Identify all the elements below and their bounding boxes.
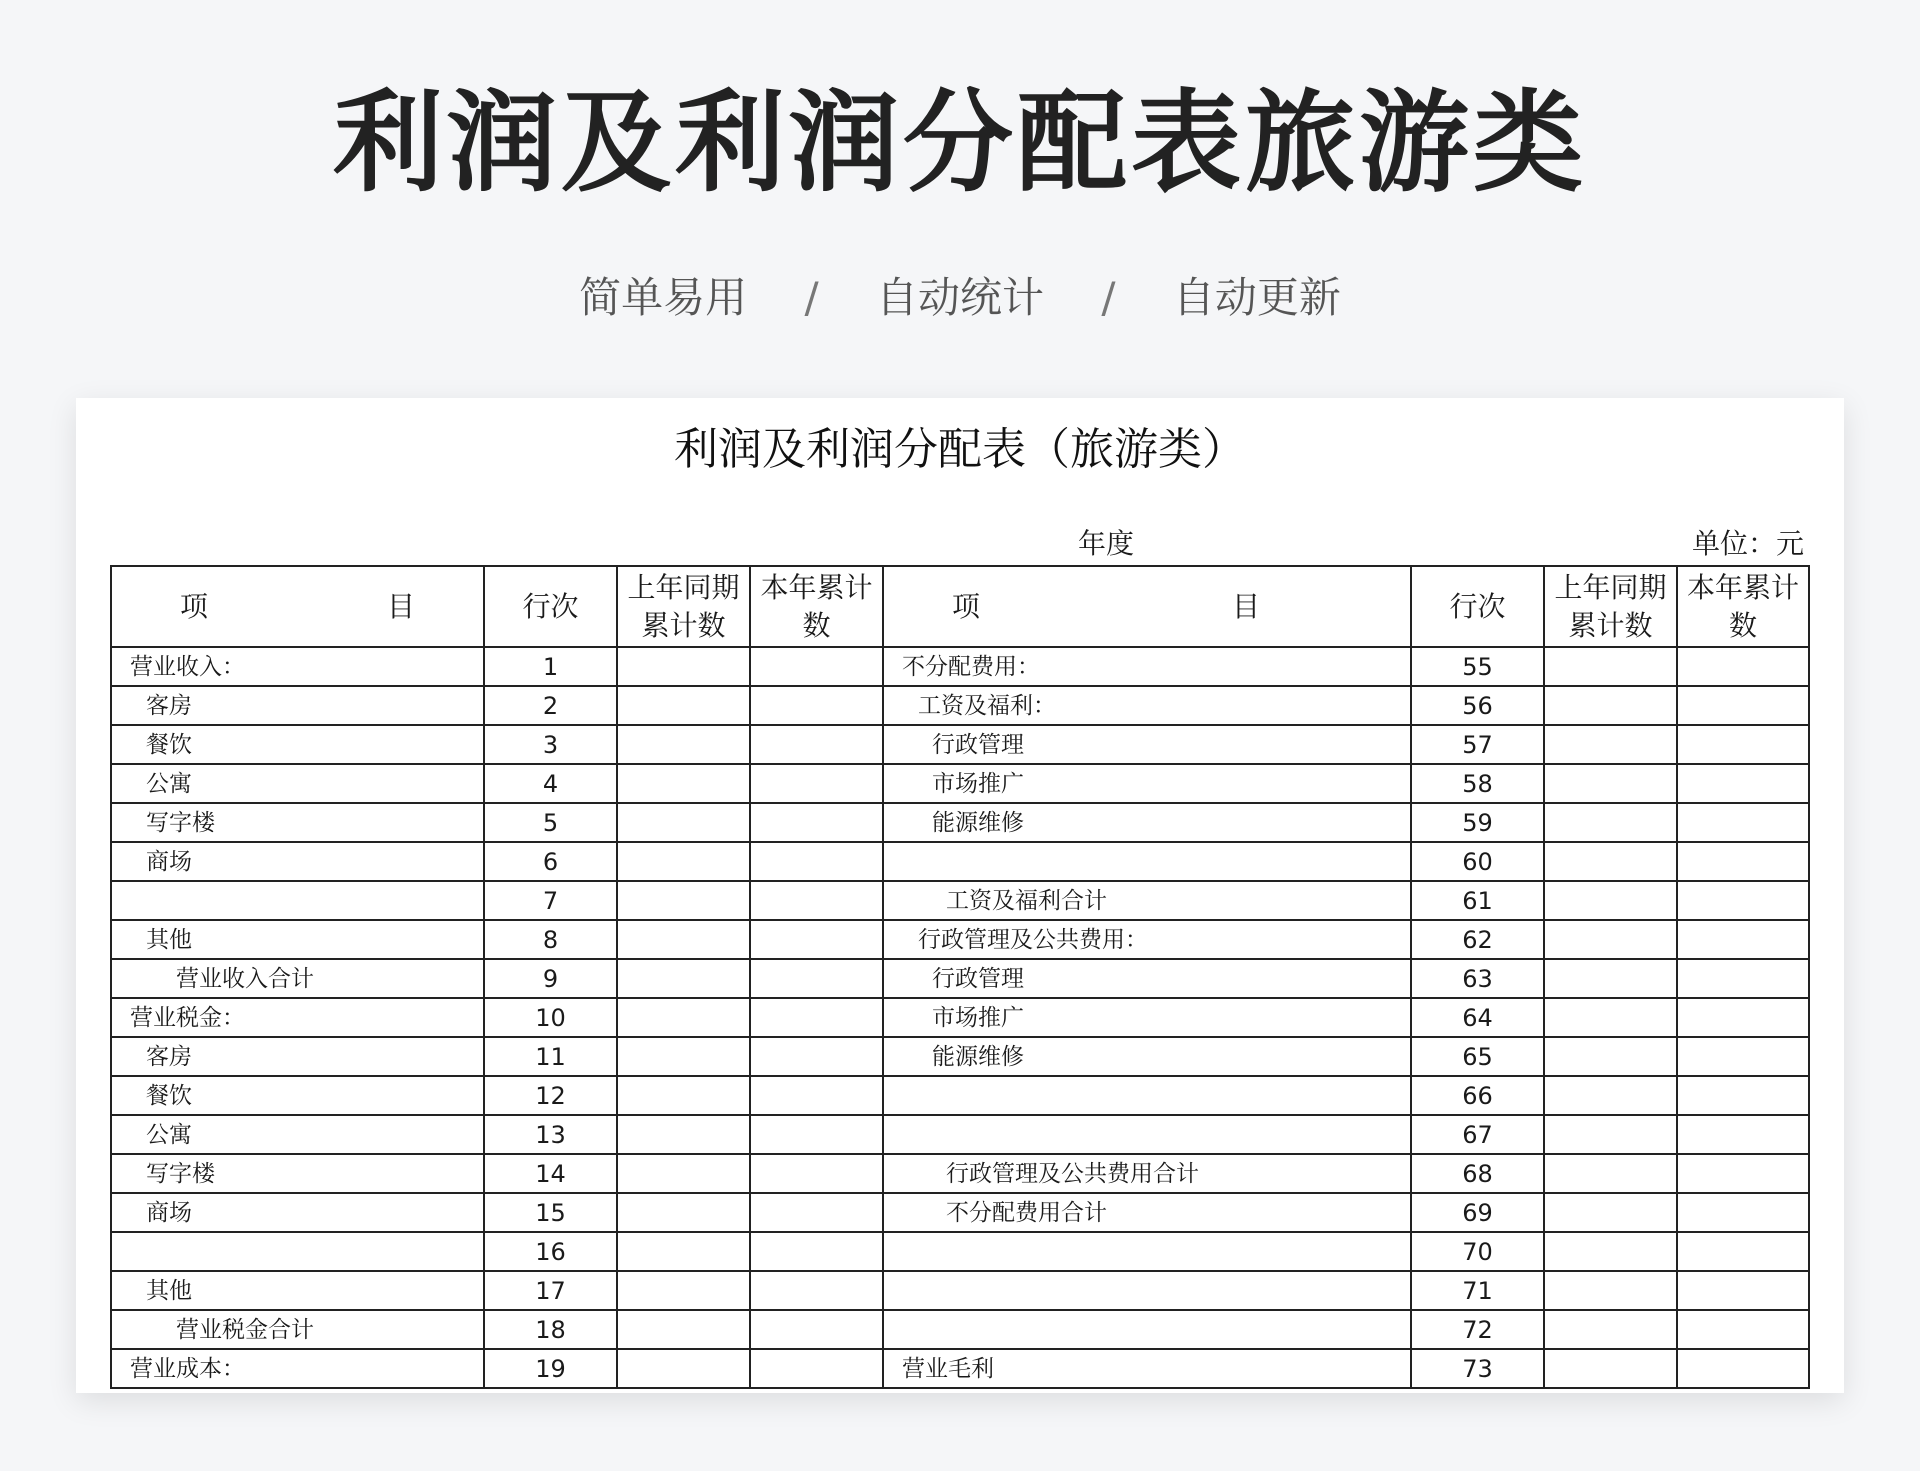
- left-line-no-cell: 14: [484, 1154, 617, 1193]
- left-line-no-cell: 16: [484, 1232, 617, 1271]
- left-this-year-cell[interactable]: [750, 1310, 883, 1349]
- right-prev-year-cell[interactable]: [1544, 686, 1677, 725]
- right-prev-year-cell[interactable]: [1544, 920, 1677, 959]
- left-line-no-cell: 7: [484, 881, 617, 920]
- right-prev-year-cell[interactable]: [1544, 959, 1677, 998]
- right-this-year-cell[interactable]: [1677, 1115, 1809, 1154]
- left-line-no-cell: 1: [484, 647, 617, 686]
- left-this-year-cell[interactable]: [750, 803, 883, 842]
- profit-table: [110, 565, 1810, 1389]
- left-this-year-cell[interactable]: [750, 1037, 883, 1076]
- left-item-cell: 公寓: [111, 1115, 484, 1154]
- left-item-cell: 营业税金：: [111, 998, 484, 1037]
- header-line-no: 行次: [1411, 566, 1544, 647]
- left-prev-year-cell[interactable]: [617, 803, 750, 842]
- right-this-year-cell[interactable]: [1677, 998, 1809, 1037]
- left-prev-year-cell[interactable]: [617, 920, 750, 959]
- left-prev-year-cell[interactable]: [617, 1154, 750, 1193]
- left-this-year-cell[interactable]: [750, 1349, 883, 1388]
- table-row: [111, 920, 1809, 959]
- right-item-cell: 工资及福利合计: [883, 881, 1411, 920]
- right-this-year-cell[interactable]: [1677, 1076, 1809, 1115]
- left-this-year-cell[interactable]: [750, 842, 883, 881]
- right-this-year-cell[interactable]: [1677, 1271, 1809, 1310]
- right-item-cell: [883, 1232, 1411, 1271]
- left-line-no-cell: 8: [484, 920, 617, 959]
- table-row: [111, 764, 1809, 803]
- left-item-cell: 营业成本：: [111, 1349, 484, 1388]
- left-this-year-cell[interactable]: [750, 998, 883, 1037]
- right-prev-year-cell[interactable]: [1544, 1076, 1677, 1115]
- left-prev-year-cell[interactable]: [617, 1115, 750, 1154]
- left-prev-year-cell[interactable]: [617, 1310, 750, 1349]
- right-item-cell: 市场推广: [883, 764, 1411, 803]
- left-prev-year-cell[interactable]: [617, 686, 750, 725]
- right-line-no-cell: 55: [1411, 647, 1544, 686]
- right-prev-year-cell[interactable]: [1544, 1037, 1677, 1076]
- right-line-no-cell: 68: [1411, 1154, 1544, 1193]
- feature-separator: /: [1101, 273, 1116, 322]
- left-this-year-cell[interactable]: [750, 1193, 883, 1232]
- year-label: 年度: [1077, 527, 1134, 560]
- sheet-title: 利润及利润分配表（旅游类）: [674, 424, 1246, 475]
- right-line-no-cell: 64: [1411, 998, 1544, 1037]
- left-this-year-cell[interactable]: [750, 1076, 883, 1115]
- right-line-no-cell: 67: [1411, 1115, 1544, 1154]
- table-header-row: [111, 566, 1809, 647]
- right-prev-year-cell[interactable]: [1544, 764, 1677, 803]
- feature-auto-update: 自动更新: [1172, 273, 1341, 322]
- header-item-char: 项: [952, 589, 981, 623]
- left-item-cell: 写字楼: [111, 803, 484, 842]
- right-this-year-cell[interactable]: [1677, 1154, 1809, 1193]
- right-this-year-cell[interactable]: [1677, 959, 1809, 998]
- feature-separator: /: [804, 273, 819, 322]
- right-line-no-cell: 56: [1411, 686, 1544, 725]
- left-item-cell: 其他: [111, 1271, 484, 1310]
- table-row: [111, 1076, 1809, 1115]
- unit-label: 单位：元: [1691, 527, 1804, 560]
- right-item-cell: [883, 842, 1411, 881]
- right-item-cell: 市场推广: [883, 998, 1411, 1037]
- right-line-no-cell: 62: [1411, 920, 1544, 959]
- left-item-cell: 营业收入合计: [111, 959, 484, 998]
- right-this-year-cell[interactable]: [1677, 647, 1809, 686]
- right-this-year-cell[interactable]: [1677, 920, 1809, 959]
- right-prev-year-cell[interactable]: [1544, 998, 1677, 1037]
- header-this-year: 本年累计数: [750, 566, 883, 647]
- left-prev-year-cell[interactable]: [617, 1037, 750, 1076]
- right-item-cell: [883, 1115, 1411, 1154]
- left-item-cell: 营业税金合计: [111, 1310, 484, 1349]
- left-line-no-cell: 6: [484, 842, 617, 881]
- left-this-year-cell[interactable]: [750, 725, 883, 764]
- table-row: [111, 1115, 1809, 1154]
- left-prev-year-cell[interactable]: [617, 998, 750, 1037]
- right-line-no-cell: 61: [1411, 881, 1544, 920]
- left-line-no-cell: 9: [484, 959, 617, 998]
- left-line-no-cell: 3: [484, 725, 617, 764]
- right-prev-year-cell[interactable]: [1544, 1271, 1677, 1310]
- left-prev-year-cell[interactable]: [617, 647, 750, 686]
- left-line-no-cell: 15: [484, 1193, 617, 1232]
- left-this-year-cell[interactable]: [750, 1232, 883, 1271]
- feature-list: [0, 268, 1920, 328]
- left-this-year-cell[interactable]: [750, 647, 883, 686]
- right-line-no-cell: 69: [1411, 1193, 1544, 1232]
- left-line-no-cell: 11: [484, 1037, 617, 1076]
- right-line-no-cell: 66: [1411, 1076, 1544, 1115]
- right-item-cell: [883, 1076, 1411, 1115]
- right-item-cell: 行政管理及公共费用：: [883, 920, 1411, 959]
- right-line-no-cell: 60: [1411, 842, 1544, 881]
- table-row: [111, 725, 1809, 764]
- right-prev-year-cell[interactable]: [1544, 725, 1677, 764]
- right-this-year-cell[interactable]: [1677, 764, 1809, 803]
- left-item-cell: 营业收入：: [111, 647, 484, 686]
- hero-title: 利润及利润分配表旅游类: [333, 79, 1587, 207]
- header-prev-year: 上年同期累计数: [1544, 566, 1677, 647]
- left-this-year-cell[interactable]: [750, 959, 883, 998]
- left-prev-year-cell[interactable]: [617, 1349, 750, 1388]
- right-this-year-cell[interactable]: [1677, 1349, 1809, 1388]
- right-line-no-cell: 59: [1411, 803, 1544, 842]
- feature-easy: 简单易用: [579, 273, 748, 322]
- right-prev-year-cell[interactable]: [1544, 647, 1677, 686]
- table-row: [111, 1154, 1809, 1193]
- right-prev-year-cell[interactable]: [1544, 1154, 1677, 1193]
- left-item-cell: 商场: [111, 1193, 484, 1232]
- table-row: [111, 803, 1809, 842]
- right-item-cell: 行政管理: [883, 725, 1411, 764]
- left-line-no-cell: 17: [484, 1271, 617, 1310]
- right-line-no-cell: 73: [1411, 1349, 1544, 1388]
- left-this-year-cell[interactable]: [750, 1154, 883, 1193]
- left-item-cell: 餐饮: [111, 725, 484, 764]
- table-row: [111, 1310, 1809, 1349]
- left-line-no-cell: 13: [484, 1115, 617, 1154]
- right-item-cell: 能源维修: [883, 803, 1411, 842]
- right-this-year-cell[interactable]: [1677, 842, 1809, 881]
- right-this-year-cell[interactable]: [1677, 881, 1809, 920]
- left-item-cell: 写字楼: [111, 1154, 484, 1193]
- table-row: [111, 842, 1809, 881]
- left-this-year-cell[interactable]: [750, 920, 883, 959]
- right-item-cell: 行政管理: [883, 959, 1411, 998]
- table-row: [111, 959, 1809, 998]
- right-this-year-cell[interactable]: [1677, 1232, 1809, 1271]
- table-row: [111, 1232, 1809, 1271]
- table-row: [111, 1193, 1809, 1232]
- left-this-year-cell[interactable]: [750, 1115, 883, 1154]
- table-row: [111, 998, 1809, 1037]
- right-item-cell: 工资及福利：: [883, 686, 1411, 725]
- left-prev-year-cell[interactable]: [617, 1271, 750, 1310]
- left-this-year-cell[interactable]: [750, 764, 883, 803]
- table-row: [111, 686, 1809, 725]
- right-this-year-cell[interactable]: [1677, 1037, 1809, 1076]
- right-item-cell: [883, 1271, 1411, 1310]
- right-line-no-cell: 58: [1411, 764, 1544, 803]
- right-prev-year-cell[interactable]: [1544, 1349, 1677, 1388]
- left-prev-year-cell[interactable]: [617, 842, 750, 881]
- right-item-cell: [883, 1310, 1411, 1349]
- left-prev-year-cell[interactable]: [617, 959, 750, 998]
- left-item-cell: 餐饮: [111, 1076, 484, 1115]
- left-item-cell: 客房: [111, 686, 484, 725]
- right-line-no-cell: 57: [1411, 725, 1544, 764]
- right-prev-year-cell[interactable]: [1544, 803, 1677, 842]
- left-item-cell: [111, 881, 484, 920]
- header-prev-year: 上年同期累计数: [617, 566, 750, 647]
- right-prev-year-cell[interactable]: [1544, 881, 1677, 920]
- right-item-cell: 不分配费用合计: [883, 1193, 1411, 1232]
- header-item-left: [111, 566, 484, 647]
- header-item-right: [883, 566, 1411, 647]
- right-line-no-cell: 65: [1411, 1037, 1544, 1076]
- header-item-char: 项: [180, 589, 209, 623]
- right-this-year-cell[interactable]: [1677, 1310, 1809, 1349]
- table-row: [111, 1349, 1809, 1388]
- right-prev-year-cell[interactable]: [1544, 1115, 1677, 1154]
- left-prev-year-cell[interactable]: [617, 725, 750, 764]
- left-line-no-cell: 2: [484, 686, 617, 725]
- right-item-cell: 不分配费用：: [883, 647, 1411, 686]
- right-line-no-cell: 70: [1411, 1232, 1544, 1271]
- left-prev-year-cell[interactable]: [617, 1193, 750, 1232]
- left-line-no-cell: 10: [484, 998, 617, 1037]
- header-item-char: 目: [386, 589, 415, 623]
- right-prev-year-cell[interactable]: [1544, 1310, 1677, 1349]
- right-item-cell: 营业毛利: [883, 1349, 1411, 1388]
- left-this-year-cell[interactable]: [750, 881, 883, 920]
- left-prev-year-cell[interactable]: [617, 1232, 750, 1271]
- table-row: [111, 1271, 1809, 1310]
- left-line-no-cell: 18: [484, 1310, 617, 1349]
- right-this-year-cell[interactable]: [1677, 686, 1809, 725]
- left-item-cell: [111, 1232, 484, 1271]
- left-this-year-cell[interactable]: [750, 686, 883, 725]
- spreadsheet-preview: [76, 398, 1844, 1393]
- left-line-no-cell: 12: [484, 1076, 617, 1115]
- left-line-no-cell: 4: [484, 764, 617, 803]
- left-prev-year-cell[interactable]: [617, 1076, 750, 1115]
- header-item-char: 目: [1231, 589, 1260, 623]
- left-item-cell: 客房: [111, 1037, 484, 1076]
- right-this-year-cell[interactable]: [1677, 803, 1809, 842]
- right-line-no-cell: 63: [1411, 959, 1544, 998]
- right-this-year-cell[interactable]: [1677, 1193, 1809, 1232]
- table-row: [111, 881, 1809, 920]
- right-this-year-cell[interactable]: [1677, 725, 1809, 764]
- table-row: [111, 1037, 1809, 1076]
- left-item-cell: 其他: [111, 920, 484, 959]
- right-line-no-cell: 72: [1411, 1310, 1544, 1349]
- table-row: [111, 647, 1809, 686]
- header-line-no: 行次: [484, 566, 617, 647]
- header-this-year: 本年累计数: [1677, 566, 1809, 647]
- right-prev-year-cell[interactable]: [1544, 1232, 1677, 1271]
- right-prev-year-cell[interactable]: [1544, 1193, 1677, 1232]
- right-item-cell: 行政管理及公共费用合计: [883, 1154, 1411, 1193]
- left-prev-year-cell[interactable]: [617, 881, 750, 920]
- left-line-no-cell: 5: [484, 803, 617, 842]
- left-item-cell: 公寓: [111, 764, 484, 803]
- right-line-no-cell: 71: [1411, 1271, 1544, 1310]
- left-line-no-cell: 19: [484, 1349, 617, 1388]
- left-item-cell: 商场: [111, 842, 484, 881]
- feature-auto-stats: 自动统计: [875, 273, 1044, 322]
- right-item-cell: 能源维修: [883, 1037, 1411, 1076]
- left-prev-year-cell[interactable]: [617, 764, 750, 803]
- left-this-year-cell[interactable]: [750, 1271, 883, 1310]
- right-prev-year-cell[interactable]: [1544, 842, 1677, 881]
